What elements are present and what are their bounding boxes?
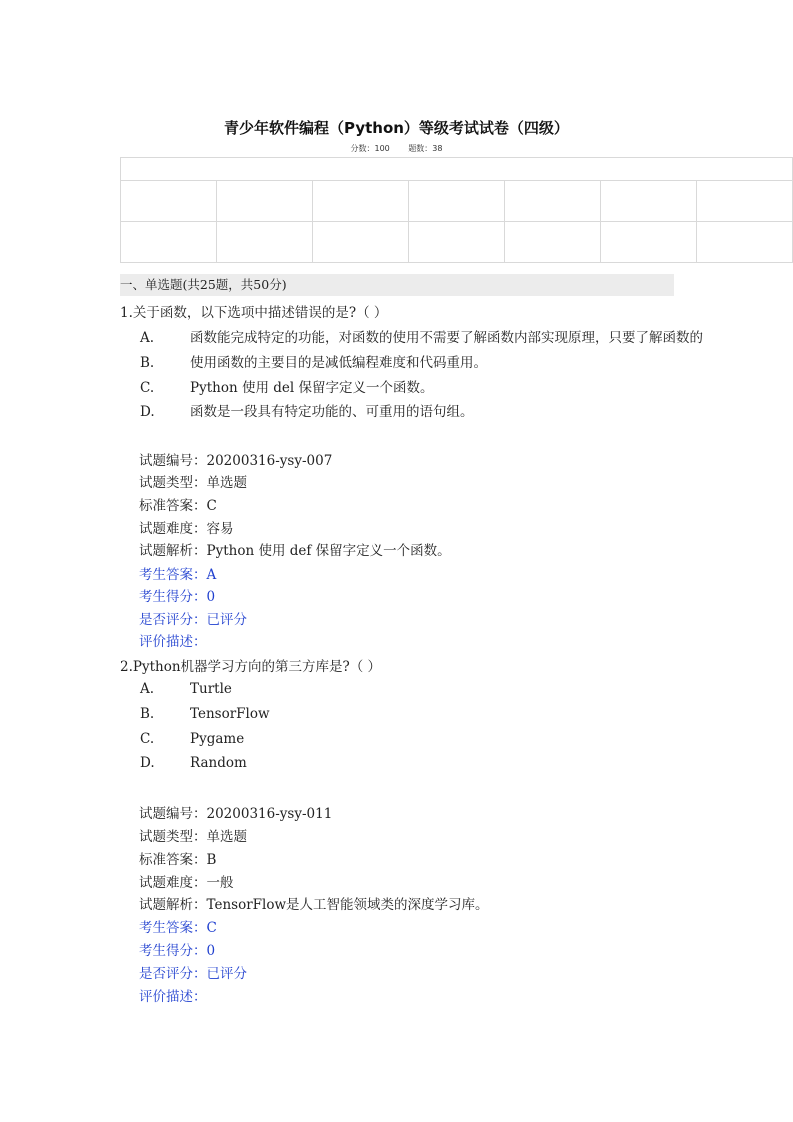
exam-meta [0, 143, 793, 154]
option-text: 使用函数的主要目的是减低编程难度和代码重用。 [190, 355, 487, 371]
question-difficulty: 试题难度：容易 [139, 521, 234, 537]
score-cell [409, 222, 505, 263]
question-analysis: 试题解析：TensorFlow是人工智能领域类的深度学习库。 [139, 897, 489, 913]
option-letter: C. [140, 380, 155, 396]
option-a[interactable] [140, 326, 703, 346]
option-text: Python 使用 del 保留字定义一个函数。 [190, 380, 434, 396]
option-text: 函数是一段具有特定功能的、可重用的语句组。 [190, 404, 474, 420]
standard-answer: 标准答案：B [139, 852, 217, 868]
page-title: 青少年软件编程（Python）等级考试试卷（四级） [224, 119, 569, 137]
option-c[interactable] [140, 731, 244, 747]
option-c[interactable] [140, 376, 433, 396]
graded-status: 是否评分：已评分 [139, 612, 247, 628]
total-score: 分数：100 [350, 144, 390, 153]
option-d[interactable] [140, 400, 474, 420]
question-type: 试题类型：单选题 [139, 475, 247, 491]
option-letter: A. [140, 681, 155, 697]
option-a[interactable] [140, 681, 232, 697]
score-table [120, 157, 793, 263]
question-id: 试题编号：20200316-ysy-011 [139, 806, 333, 822]
question-type: 试题类型：单选题 [139, 829, 247, 845]
score-cell [217, 181, 313, 222]
score-cell [505, 181, 601, 222]
option-letter: D. [140, 404, 155, 420]
question-stem: 1.关于函数，以下选项中描述错误的是?（ ） [120, 305, 388, 321]
standard-answer: 标准答案：C [139, 498, 217, 514]
score-cell [601, 222, 697, 263]
score-table-header [121, 158, 793, 181]
student-answer: 考生答案：A [139, 567, 217, 583]
option-d[interactable] [140, 755, 247, 771]
graded-status: 是否评分：已评分 [139, 966, 247, 982]
student-score: 考生得分：0 [139, 589, 216, 605]
student-score: 考生得分：0 [139, 943, 216, 959]
question-stem: 2.Python机器学习方向的第三方库是?（ ） [120, 659, 382, 675]
score-cell [121, 222, 217, 263]
option-letter: C. [140, 731, 155, 747]
question-count: 题数：38 [408, 144, 443, 153]
option-b[interactable] [140, 351, 487, 371]
question-difficulty: 试题难度：一般 [139, 875, 234, 891]
option-letter: D. [140, 755, 155, 771]
score-table-row [121, 222, 793, 263]
score-cell [313, 222, 409, 263]
option-letter: B. [140, 355, 155, 371]
student-answer: 考生答案：C [139, 920, 217, 936]
score-cell [121, 181, 217, 222]
score-cell [697, 181, 793, 222]
question-analysis: 试题解析：Python 使用 def 保留字定义一个函数。 [139, 543, 451, 559]
question-id: 试题编号：20200316-ysy-007 [139, 453, 333, 469]
option-letter: B. [140, 706, 155, 722]
score-cell [409, 181, 505, 222]
option-text: Pygame [190, 731, 245, 747]
option-b[interactable] [140, 706, 270, 722]
score-cell [217, 222, 313, 263]
option-text: Random [190, 755, 247, 771]
option-text: Turtle [190, 681, 232, 697]
option-letter: A. [140, 330, 155, 346]
evaluation-comment: 评价描述： [139, 634, 207, 650]
score-cell [697, 222, 793, 263]
section-header: 一、单选题(共25题，共50分) [120, 274, 674, 296]
score-cell [505, 222, 601, 263]
option-text: 函数能完成特定的功能，对函数的使用不需要了解函数内部实现原理，只要了解函数的 [190, 330, 703, 346]
evaluation-comment: 评价描述： [139, 989, 207, 1005]
score-table-row [121, 181, 793, 222]
score-cell [601, 181, 697, 222]
score-cell [313, 181, 409, 222]
option-text: TensorFlow [190, 706, 270, 722]
